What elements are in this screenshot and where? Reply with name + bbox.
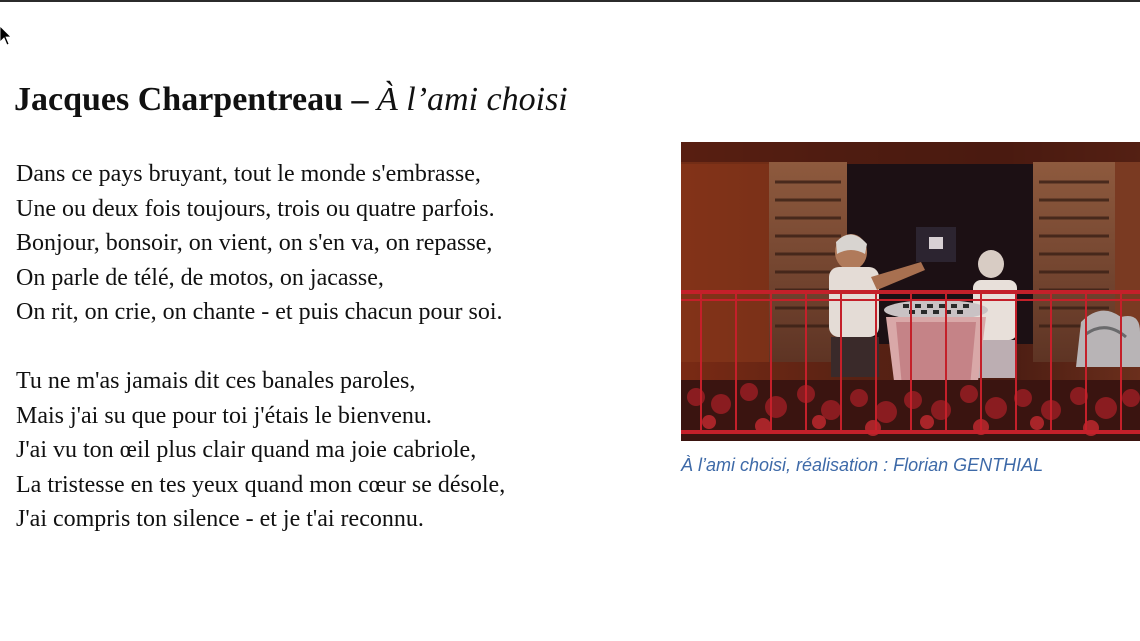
poem-line: On parle de télé, de motos, on jacasse, (16, 264, 384, 291)
stanza-2 (16, 364, 505, 537)
title-separator: – (343, 81, 377, 118)
poem-title: À l’ami choisi (377, 81, 568, 118)
poem-line: Bonjour, bonsoir, on vient, on s'en va, on repasse, (16, 230, 493, 256)
poem-line: J'ai compris ton silence - et je t'ai reconnu. (16, 506, 424, 532)
author-name: Jacques Charpentreau (14, 81, 343, 118)
illustration-image (681, 142, 1140, 441)
poem-line: Tu ne m'as jamais dit ces banales paroles, (16, 368, 416, 394)
poem-line: Une ou deux fois toujours, trois ou quatre parfois. (16, 195, 495, 222)
balcony-chess-scene (681, 142, 1140, 441)
top-border (0, 0, 1140, 2)
poem-line: La tristesse en tes yeux quand mon cœur se désole, (16, 471, 506, 498)
poem-line: Dans ce pays bruyant, tout le monde s'embrasse, (16, 161, 481, 187)
poem-line: J'ai vu ton œil plus clair quand ma joie cabriole, (16, 437, 477, 463)
page-title (14, 78, 568, 122)
poem-line: On rit, on crie, on chante - et puis chacun pour soi. (16, 299, 503, 325)
stanza-1 (16, 157, 503, 330)
mouse-pointer-icon (0, 26, 12, 46)
image-caption: À l’ami choisi, réalisation : Florian GENTHIAL (681, 455, 1044, 475)
poem-line: Mais j'ai su que pour toi j'étais le bienvenu. (16, 402, 432, 429)
